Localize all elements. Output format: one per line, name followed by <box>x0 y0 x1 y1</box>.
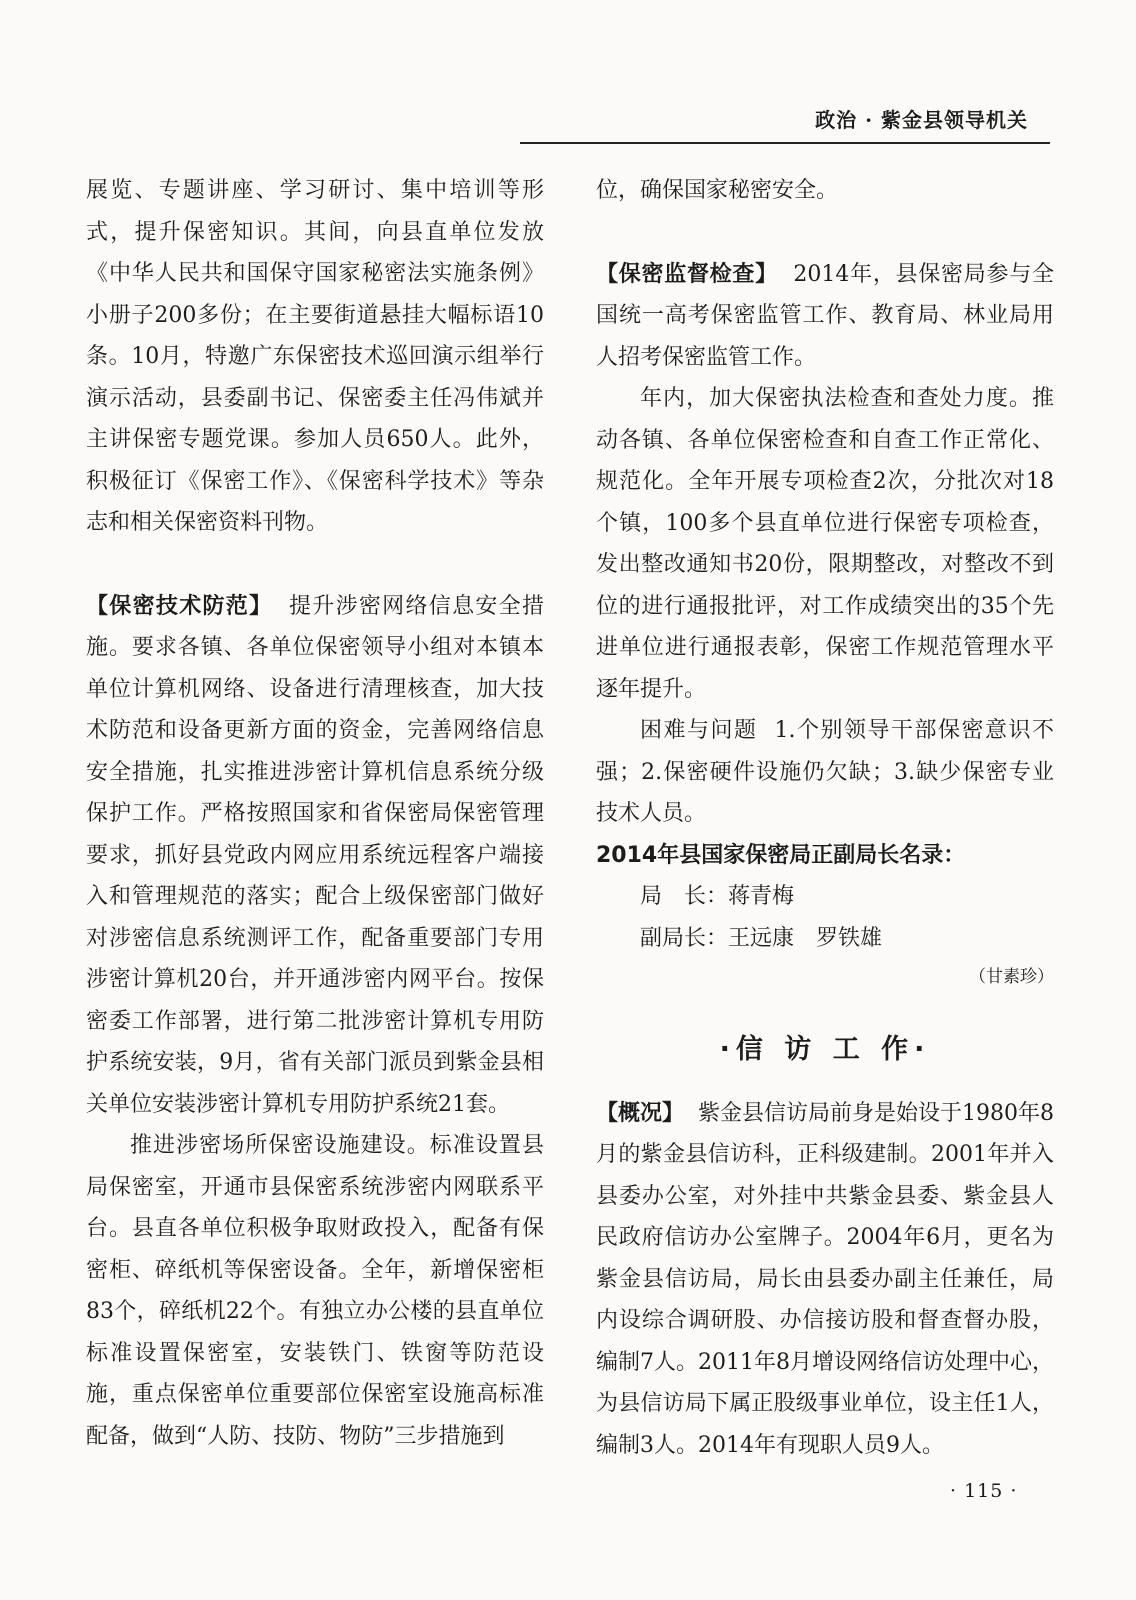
section-title-inspection: 【保密监督检查】 <box>596 261 778 287</box>
page-number: · 115 · <box>950 1480 1018 1502</box>
roster-director: 局 长：蒋青梅 <box>640 884 795 909</box>
tech-prevention-paragraph <box>86 586 544 1126</box>
inspection-text: 2014年，县保密局参与全国统一高考保密监管工作、教育局、林业局用人招考保密监管工作。 <box>596 261 1054 370</box>
roster-title: 2014年县国家保密局正副局长名录： <box>596 842 966 868</box>
chapter-heading: ·信 访 工 作· <box>719 1034 931 1065</box>
tech-prevention-text: 提升涉密网络信息安全措施。要求各镇、各单位保密领导小组对本镇本单位计算机网络、设备进行清理核查，加大技术防范和设备更新方面的资金，完善网络信息安全措施，扎实推进涉密计算机信息系统分级保护工作。严格按照国家和省保密局保密管理要求，抓好县党政内网应用系统远程客户端接入和管理规范的落实；配合上级保密部门做好对涉密信息系统测评工作，配备重要部门专用涉密计算机20台，并开通涉密内网平台。按保密委工作部署，进行第二批涉密计算机专用防护系统安装，9月，省有关部门派员到紫金县相关单位安装涉密计算机专用防护系统21套。 <box>86 593 544 1117</box>
header-rule <box>520 142 1050 144</box>
left-column <box>86 170 544 1457</box>
problems-label: 困难与问题 <box>640 718 758 743</box>
facility-paragraph: 推进涉密场所保密设施建设。标准设置县局保密室，开通市县保密系统涉密内网联系平台。县直各单位积极争取财政投入，配备有保密柜、碎纸机等保密设备。全年，新增保密柜83个，碎纸机22个。有独立办公楼的县直单位标准设置保密室，安装铁门、铁窗等防范设施，重点保密单位重要部位保密室设施高标准配备，做到“人防、技防、物防”三步措施到 <box>86 1133 544 1449</box>
roster-deputy: 副局长：王远康 罗铁雄 <box>640 925 883 951</box>
inspection-paragraph-2: 年内，加大保密执法检查和查处力度。推动各镇、各单位保密检查和自查工作正常化、规范化。全年开展专项检查2次，分批次对18个镇，100多个县直单位进行保密专项检查，发出整改通知书20份，限期整改，对整改不到位的进行通报批评，对工作成绩突出的35个先进单位进行通报表彰，保密工作规范管理水平逐年提升。 <box>596 386 1054 702</box>
overview-text: 紫金县信访局前身是始设于1980年8月的紫金县信访科，正科级建制。2001年并入县委办公室，对外挂中共紫金县委、紫金县人民政府信访办公室牌子。2004年6月，更名为紫金县信访局，局长由县委办副主任兼任，局内设综合调研股、办信接访股和督查督办股，编制7人。2011年8月增设网络信访处理中心，为县信访局下属正股级事业单位，设主任1人，编制3人。2014年有现职人员9人。 <box>596 1100 1055 1458</box>
inspection-paragraph <box>596 254 1054 379</box>
running-title: 政治 · 紫金县领导机关 <box>815 108 1028 132</box>
spacer <box>86 544 544 586</box>
right-column <box>596 170 1054 1466</box>
running-header <box>520 100 1050 144</box>
author-credit: （甘素珍） <box>969 967 1054 987</box>
publicity-paragraph: 展览、专题讲座、学习研讨、集中培训等形式，提升保密知识。其间，向县直单位发放《中华人民共和国保守国家秘密法实施条例》小册子200多份；在主要街道悬挂大幅标语10条。10月，特邀广东保密技术巡回演示组举行演示活动，县委副书记、保密委主任冯伟斌并主讲保密专题党课。参加人员650人。此外，积极征订《保密工作》、《保密科学技术》等杂志和相关保密资料刊物。 <box>86 178 544 535</box>
continuation-paragraph: 位，确保国家秘密安全。 <box>596 178 839 203</box>
problems-text: 1.个别领导干部保密意识不强；2.保密硬件设施仍欠缺；3.缺少保密专业技术人员。 <box>596 718 1054 826</box>
section-title-overview: 【概况】 <box>596 1100 685 1126</box>
overview-paragraph <box>596 1093 1054 1467</box>
problems-paragraph <box>596 710 1054 835</box>
spacer <box>596 212 1054 254</box>
section-title-tech-prevention: 【保密技术防范】 <box>86 593 273 619</box>
